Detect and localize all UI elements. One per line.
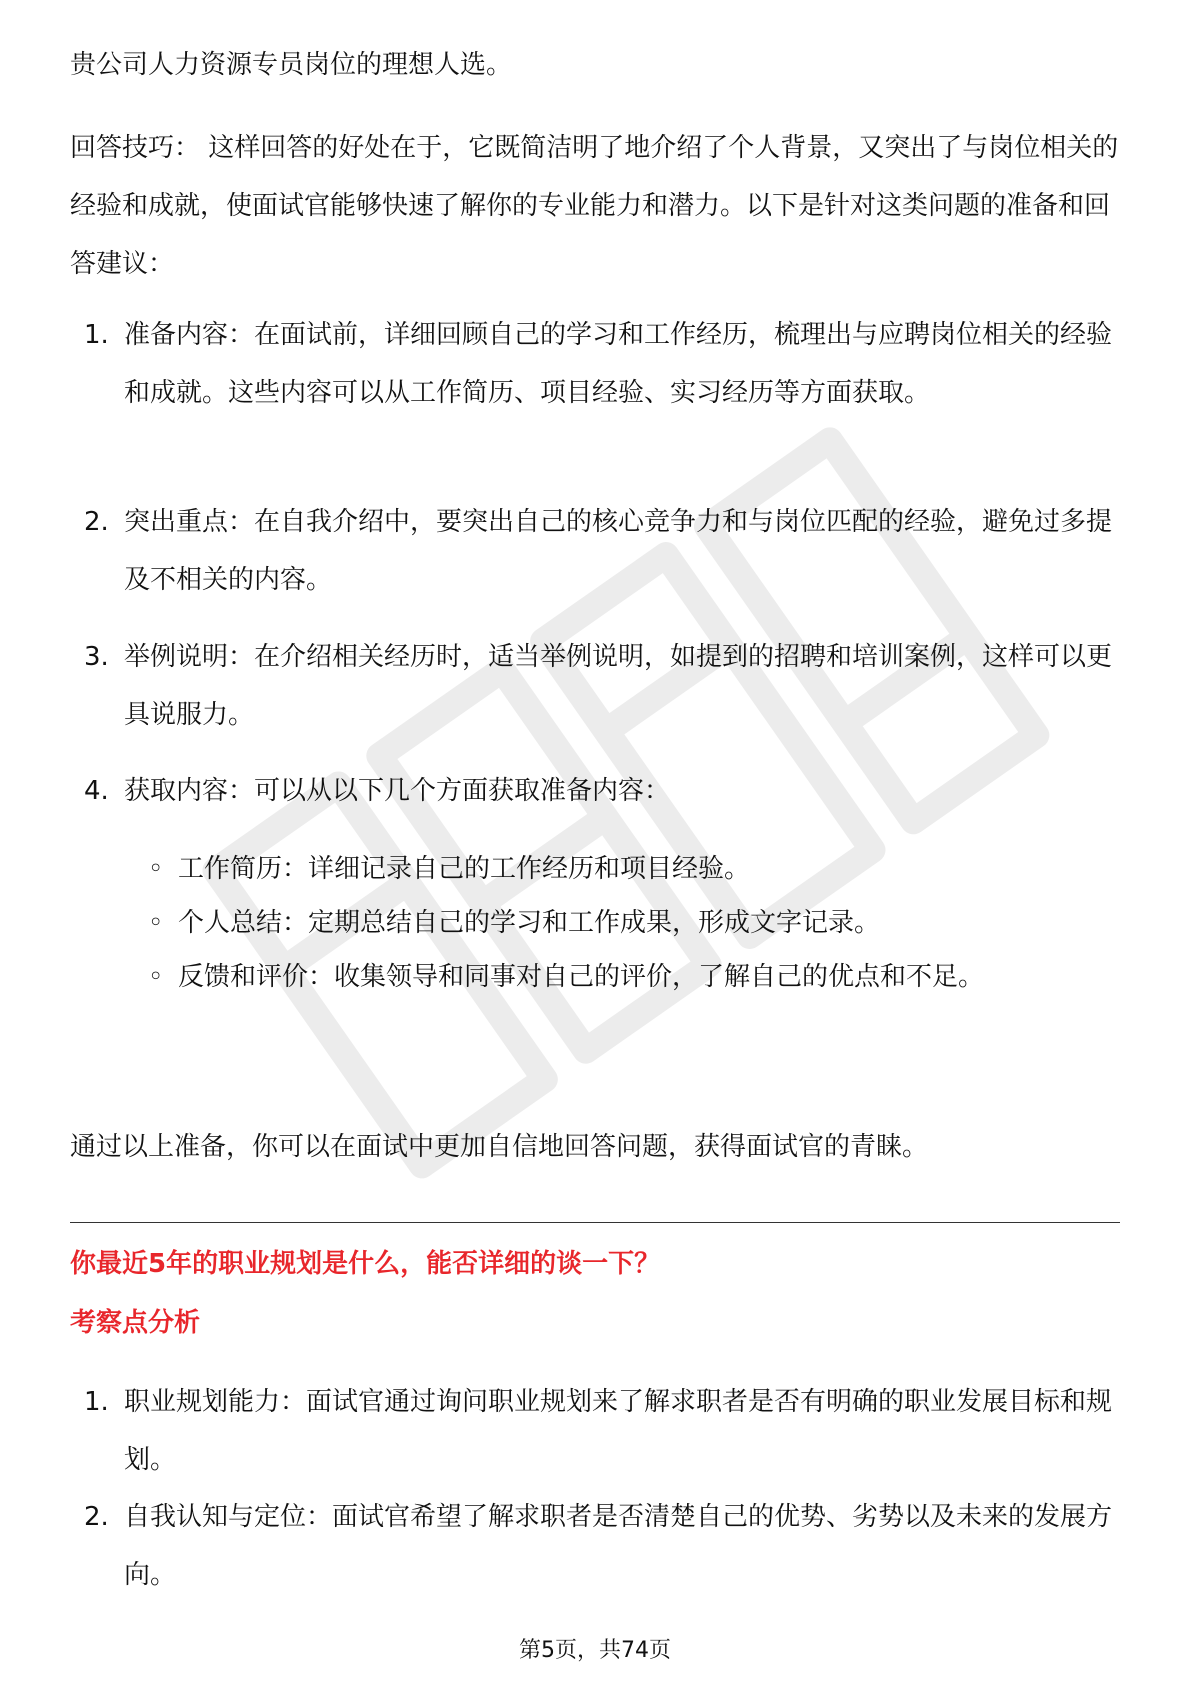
advice-text: 举例说明：在介绍相关经历时，适当举例说明，如提到的招聘和培训案例，这样可以更具说服力。: [124, 642, 1113, 730]
list-number: 4.: [84, 776, 109, 806]
question-title: 你最近5年的职业规划是什么，能否详细的谈一下？: [70, 1249, 661, 1279]
advice-item-4: [84, 762, 1120, 820]
answer-tip-paragraph: 回答技巧： 这样回答的好处在于，它既简洁明了地介绍了个人背景，又突出了与岗位相关的经验和成就，使面试官能够快速了解你的专业能力和潜力。以下是针对这类问题的准备和回答建议：: [70, 133, 1119, 279]
intro-tail-text: 贵公司人力资源专员岗位的理想人选。: [70, 50, 513, 80]
analysis-point-1: [84, 1373, 1120, 1489]
list-number: 2.: [84, 507, 109, 537]
advice-item-1: [84, 306, 1120, 422]
analysis-heading: 考察点分析: [70, 1308, 201, 1338]
advice-text: 突出重点：在自我介绍中，要突出自己的核心竞争力和与岗位匹配的经验，避免过多提及不相关的内容。: [124, 507, 1113, 595]
list-number: 2.: [84, 1502, 109, 1532]
advice-item-2: [84, 493, 1120, 609]
analysis-point-2: [84, 1488, 1120, 1604]
source-text: 反馈和评价：收集领导和同事对自己的评价，了解自己的优点和不足。: [178, 962, 985, 992]
bullet-icon: ◦: [148, 908, 164, 938]
list-number: 1.: [84, 320, 109, 350]
source-item-feedback: [148, 960, 1108, 994]
conclusion-text: 通过以上准备，你可以在面试中更加自信地回答问题，获得面试官的青睐。: [70, 1132, 929, 1162]
analysis-text: 自我认知与定位：面试官希望了解求职者是否清楚自己的优势、劣势以及未来的发展方向。: [124, 1502, 1113, 1590]
source-text: 工作简历：详细记录自己的工作经历和项目经验。: [178, 854, 751, 884]
advice-text: 准备内容：在面试前，详细回顾自己的学习和工作经历，梳理出与应聘岗位相关的经验和成就。这些内容可以从工作简历、项目经验、实习经历等方面获取。: [124, 320, 1113, 408]
list-number: 1.: [84, 1387, 109, 1417]
advice-text: 获取内容：可以从以下几个方面获取准备内容：: [124, 776, 671, 806]
source-text: 个人总结：定期总结自己的学习和工作成果，形成文字记录。: [178, 908, 881, 938]
bullet-icon: ◦: [148, 854, 164, 884]
bullet-icon: ◦: [148, 962, 164, 992]
source-item-summary: [148, 906, 1108, 940]
page-number-footer: 第5页，共74页: [519, 1638, 671, 1663]
list-number: 3.: [84, 642, 109, 672]
section-divider: [70, 1222, 1120, 1223]
source-item-resume: [148, 852, 1108, 886]
advice-item-3: [84, 628, 1120, 744]
analysis-text: 职业规划能力：面试官通过询问职业规划来了解求职者是否有明确的职业发展目标和规划。: [124, 1387, 1113, 1475]
